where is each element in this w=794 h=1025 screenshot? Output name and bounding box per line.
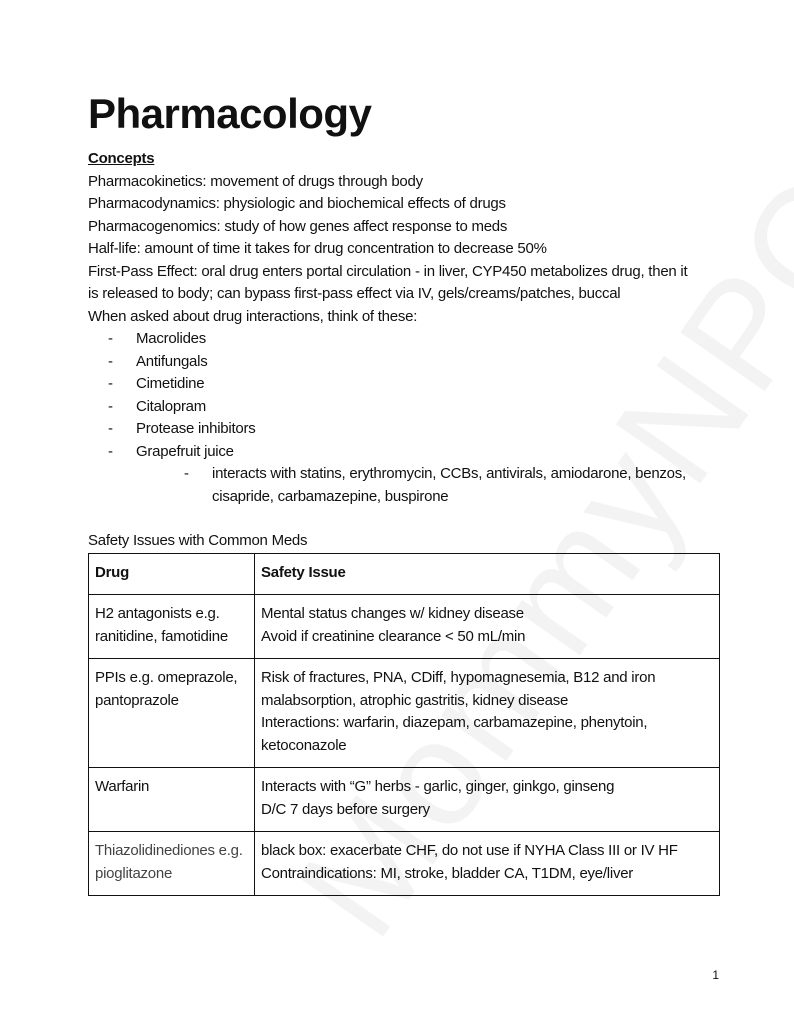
issue-line: black box: exacerbate CHF, do not use if NYHA Class III or IV HF <box>261 842 678 859</box>
table-row <box>89 832 720 896</box>
issue-line: Mental status changes w/ kidney disease <box>261 605 524 622</box>
issue-line: D/C 7 days before surgery <box>261 800 430 818</box>
table-caption: Safety Issues with Common Meds <box>88 532 308 549</box>
list-item: - Citalopram <box>108 396 728 419</box>
grapefruit-note: - interacts with statins, erythromycin, CCBs, antivirals, amiodarone, benzos, cisapride, carbamazepine, buspirone <box>184 463 728 508</box>
list-item: - Protease inhibitors <box>108 418 728 441</box>
list-item: - Antifungals <box>108 351 728 374</box>
issue-line: Risk of fractures, PNA, CDiff, hypomagnesemia, B12 and iron malabsorption, atrophic gastritis, kidney disease <box>261 669 656 709</box>
drug-cell: H2 antagonists e.g. ranitidine, famotidine <box>89 595 255 659</box>
issue-line: Interactions: warfarin, diazepam, carbamazepine, phenytoin, ketoconazole <box>261 714 648 754</box>
page-number: 1 <box>712 968 719 982</box>
table-row <box>89 768 720 832</box>
issue-line: Contraindications: MI, stroke, bladder CA, T1DM, eye/liver <box>261 864 634 882</box>
issue-cell <box>255 595 720 659</box>
table-row <box>89 595 720 659</box>
table-header-row <box>89 553 720 595</box>
drug-cell: Thiazolidinediones e.g. pioglitazone <box>89 832 255 896</box>
concept-line: Pharmacokinetics: movement of drugs through body <box>88 172 423 190</box>
interaction-list <box>88 328 728 508</box>
safety-table <box>88 553 720 897</box>
issue-line: Interacts with “G” herbs - garlic, ginger, ginkgo, ginseng <box>261 778 615 795</box>
concepts-heading: Concepts <box>88 150 155 167</box>
concept-line: Pharmacodynamics: physiologic and biochemical effects of drugs <box>88 195 506 212</box>
document-page <box>88 88 728 896</box>
header-drug: Drug <box>89 553 255 595</box>
list-item: - Macrolides <box>108 328 728 351</box>
list-item: - Cimetidine <box>108 373 728 396</box>
concept-line: Half-life: amount of time it takes for drug concentration to decrease 50% <box>88 240 547 257</box>
issue-cell <box>255 768 720 832</box>
drug-cell: PPIs e.g. omeprazole, pantoprazole <box>89 659 255 768</box>
header-safety-issue: Safety Issue <box>255 553 720 595</box>
concept-line: When asked about drug interactions, think of these: <box>88 307 418 325</box>
table-row <box>89 659 720 768</box>
list-item <box>108 441 728 509</box>
concept-line: First-Pass Effect: oral drug enters portal circulation - in liver, CYP450 metabolizes drug, then it is released to body; can bypass first-pass effect via IV, gels/creams/patches, buccal <box>88 262 688 302</box>
drug-cell: Warfarin <box>89 768 255 832</box>
page-title: Pharmacology <box>88 90 372 137</box>
concept-line: Pharmacogenomics: study of how genes affect response to meds <box>88 217 508 235</box>
issue-cell <box>255 832 720 896</box>
issue-line: Avoid if creatinine clearance < 50 mL/min <box>261 627 526 645</box>
list-item-label: Grapefruit juice <box>136 442 234 460</box>
issue-cell <box>255 659 720 768</box>
